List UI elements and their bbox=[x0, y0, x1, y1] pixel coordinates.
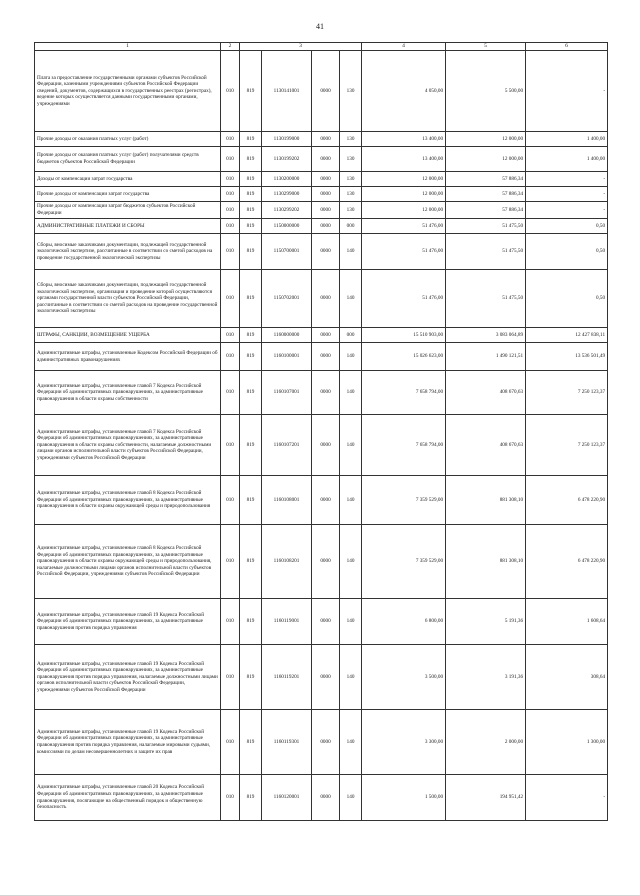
kosgu-code: 130 bbox=[340, 147, 362, 172]
value-planned: 7 658 794,00 bbox=[362, 371, 446, 415]
chapter-code: 819 bbox=[240, 270, 262, 328]
value-remaining: 0,50 bbox=[526, 270, 608, 328]
value-planned: 6 800,00 bbox=[362, 599, 446, 645]
chapter-code: 819 bbox=[240, 476, 262, 525]
column-header-2: 2 bbox=[221, 43, 240, 51]
value-planned: 12 000,00 bbox=[362, 202, 446, 219]
value-remaining: 6 478 220,90 bbox=[526, 476, 608, 525]
kosgu-code: 140 bbox=[340, 343, 362, 371]
chapter-code: 819 bbox=[240, 343, 262, 371]
value-remaining: 1 300,00 bbox=[526, 710, 608, 775]
kbk-code: 1160120001 bbox=[262, 775, 312, 821]
kosgu-code: 130 bbox=[340, 187, 362, 202]
subprogram-code: 0000 bbox=[312, 270, 340, 328]
value-remaining: 0,50 bbox=[526, 234, 608, 270]
row-name: Административные штрафы, установленные главой 8 Кодекса Российской Федерации об административных правонарушениях, за административные правонарушения в области охраны окружающей среды и природопользования, налагаемые должностными лицами органов исполнительной власти субъектов Российской Федерации, учреждениями субъектов Российской Федерации bbox=[35, 525, 221, 599]
value-executed: 3 083 064,89 bbox=[446, 328, 526, 343]
chapter-code: 819 bbox=[240, 132, 262, 147]
value-executed: 51 475,50 bbox=[446, 219, 526, 234]
table-row bbox=[35, 525, 608, 599]
admin-code: 010 bbox=[221, 371, 240, 415]
kosgu-code: 130 bbox=[340, 172, 362, 187]
chapter-code: 819 bbox=[240, 710, 262, 775]
row-name: Административные штрафы, установленные главой 7 Кодекса Российской Федерации об административных правонарушениях, за административные правонарушения в области охраны собственности, налагаемые должностными лицами органов исполнительной власти субъектов Российской Федерации, учреждениями субъектов Российской Федерации bbox=[35, 415, 221, 476]
value-planned: 4 050,00 bbox=[362, 51, 446, 132]
table-row bbox=[35, 202, 608, 219]
chapter-code: 819 bbox=[240, 147, 262, 172]
kbk-code: 1160108001 bbox=[262, 476, 312, 525]
kosgu-code: 140 bbox=[340, 415, 362, 476]
value-executed: 57 886,34 bbox=[446, 187, 526, 202]
value-planned: 1 500,00 bbox=[362, 775, 446, 821]
value-executed: 408 670,63 bbox=[446, 415, 526, 476]
page-number: 41 bbox=[316, 22, 324, 31]
table-row bbox=[35, 132, 608, 147]
admin-code: 010 bbox=[221, 270, 240, 328]
subprogram-code: 0000 bbox=[312, 599, 340, 645]
kbk-code: 1160107001 bbox=[262, 371, 312, 415]
table-body bbox=[35, 51, 608, 821]
value-remaining: 1 400,00 bbox=[526, 147, 608, 172]
row-name: АДМИНИСТРАТИВНЫЕ ПЛАТЕЖИ И СБОРЫ bbox=[35, 219, 221, 234]
value-executed: 3 191,36 bbox=[446, 645, 526, 710]
value-remaining: - bbox=[526, 51, 608, 132]
chapter-code: 819 bbox=[240, 51, 262, 132]
admin-code: 010 bbox=[221, 476, 240, 525]
row-name: Административные штрафы, установленные главой 19 Кодекса Российской Федерации об административных правонарушениях, за административные правонарушения против порядка управления bbox=[35, 599, 221, 645]
admin-code: 010 bbox=[221, 51, 240, 132]
admin-code: 010 bbox=[221, 147, 240, 172]
value-planned: 15 510 903,00 bbox=[362, 328, 446, 343]
column-header-6: 6 bbox=[526, 43, 608, 51]
table-row bbox=[35, 234, 608, 270]
subprogram-code: 0000 bbox=[312, 415, 340, 476]
subprogram-code: 0000 bbox=[312, 234, 340, 270]
row-name: Прочие доходы от оказания платных услуг (работ) получателями средств бюджетов субъектов Российской Федерации bbox=[35, 147, 221, 172]
table-row bbox=[35, 645, 608, 710]
kbk-code: 1130200000 bbox=[262, 172, 312, 187]
row-name: Доходы от компенсации затрат государства bbox=[35, 172, 221, 187]
value-remaining: 1 400,00 bbox=[526, 132, 608, 147]
row-name: Сборы, вносимые заказчиками документации, подлежащей государственной экологической экспертизе, организация и проведение которой осуществляются органами государственной власти субъектов Российской Федерации, рассчитанные в соответствии со сметой расходов на проведение государственной экологической экспертизы bbox=[35, 270, 221, 328]
kosgu-code: 140 bbox=[340, 645, 362, 710]
value-executed: 194 951,42 bbox=[446, 775, 526, 821]
table-row bbox=[35, 775, 608, 821]
value-executed: 881 308,10 bbox=[446, 525, 526, 599]
admin-code: 010 bbox=[221, 775, 240, 821]
value-planned: 51 476,00 bbox=[362, 219, 446, 234]
column-header-1: 1 bbox=[35, 43, 221, 51]
table-row bbox=[35, 172, 608, 187]
row-name: Административные штрафы, установленные главой 7 Кодекса Российской Федерации об административных правонарушениях, за административные правонарушения в области охраны собственности bbox=[35, 371, 221, 415]
kosgu-code: 140 bbox=[340, 234, 362, 270]
value-executed: 2 000,00 bbox=[446, 710, 526, 775]
value-executed: 881 308,10 bbox=[446, 476, 526, 525]
value-planned: 3 300,00 bbox=[362, 710, 446, 775]
kosgu-code: 140 bbox=[340, 476, 362, 525]
kosgu-code: 140 bbox=[340, 525, 362, 599]
value-remaining: 12 427 838,11 bbox=[526, 328, 608, 343]
value-planned: 3 500,00 bbox=[362, 645, 446, 710]
subprogram-code: 0000 bbox=[312, 51, 340, 132]
row-name: Сборы, вносимые заказчиками документации, подлежащей государственной экологической экспертизе, рассчитанные в соответствии со сметой расходов на проведение государственной экологической экспертизы bbox=[35, 234, 221, 270]
table-row bbox=[35, 270, 608, 328]
chapter-code: 819 bbox=[240, 775, 262, 821]
kbk-code: 1160100001 bbox=[262, 343, 312, 371]
subprogram-code: 0000 bbox=[312, 710, 340, 775]
subprogram-code: 0000 bbox=[312, 645, 340, 710]
value-planned: 51 476,00 bbox=[362, 270, 446, 328]
subprogram-code: 0000 bbox=[312, 172, 340, 187]
table-row bbox=[35, 371, 608, 415]
table-row bbox=[35, 710, 608, 775]
chapter-code: 819 bbox=[240, 645, 262, 710]
value-remaining: - bbox=[526, 202, 608, 219]
admin-code: 010 bbox=[221, 219, 240, 234]
admin-code: 010 bbox=[221, 599, 240, 645]
kbk-code: 1150702001 bbox=[262, 270, 312, 328]
kosgu-code: 140 bbox=[340, 371, 362, 415]
kbk-code: 1130199000 bbox=[262, 132, 312, 147]
value-remaining: 0,50 bbox=[526, 219, 608, 234]
kosgu-code: 000 bbox=[340, 328, 362, 343]
value-executed: 1 490 121,51 bbox=[446, 343, 526, 371]
value-planned: 13 400,00 bbox=[362, 132, 446, 147]
row-name: Прочие доходы от компенсации затрат государства bbox=[35, 187, 221, 202]
chapter-code: 819 bbox=[240, 371, 262, 415]
value-remaining: - bbox=[526, 187, 608, 202]
kbk-code: 1130199202 bbox=[262, 147, 312, 172]
chapter-code: 819 bbox=[240, 219, 262, 234]
admin-code: 010 bbox=[221, 415, 240, 476]
row-name: Плата за предоставление государственными органами субъектов Российской Федерации, казенными учреждениями субъектов Российской Федерации сведений, документов, содержащихся в государственных реестрах (регистрах), ведение которых осуществляется данными государственными органами, учреждениями bbox=[35, 51, 221, 132]
value-planned: 7 359 529,00 bbox=[362, 476, 446, 525]
value-remaining: 7 250 123,37 bbox=[526, 371, 608, 415]
row-name: Прочие доходы от оказания платных услуг (работ) bbox=[35, 132, 221, 147]
chapter-code: 819 bbox=[240, 202, 262, 219]
admin-code: 010 bbox=[221, 132, 240, 147]
table-row bbox=[35, 219, 608, 234]
admin-code: 010 bbox=[221, 645, 240, 710]
subprogram-code: 0000 bbox=[312, 343, 340, 371]
kbk-code: 1160119301 bbox=[262, 710, 312, 775]
row-name: Прочие доходы от компенсации затрат бюджетов субъектов Российской Федерации bbox=[35, 202, 221, 219]
kosgu-code: 140 bbox=[340, 599, 362, 645]
column-header-4: 4 bbox=[362, 43, 446, 51]
value-executed: 408 670,63 bbox=[446, 371, 526, 415]
table-row bbox=[35, 599, 608, 645]
row-name: Административные штрафы, установленные главой 20 Кодекса Российской Федерации об административных правонарушениях, за административные правонарушения, посягающие на общественный порядок и общественную безопасность bbox=[35, 775, 221, 821]
value-executed: 12 000,00 bbox=[446, 147, 526, 172]
value-planned: 12 000,00 bbox=[362, 172, 446, 187]
column-number-row bbox=[35, 43, 608, 51]
value-planned: 51 476,00 bbox=[362, 234, 446, 270]
table-row bbox=[35, 187, 608, 202]
admin-code: 010 bbox=[221, 202, 240, 219]
subprogram-code: 0000 bbox=[312, 219, 340, 234]
value-executed: 12 000,00 bbox=[446, 132, 526, 147]
kbk-code: 1160119201 bbox=[262, 645, 312, 710]
subprogram-code: 0000 bbox=[312, 202, 340, 219]
chapter-code: 819 bbox=[240, 234, 262, 270]
table-row bbox=[35, 51, 608, 132]
kbk-code: 1130299000 bbox=[262, 187, 312, 202]
value-remaining: 308,64 bbox=[526, 645, 608, 710]
kbk-code: 1160107201 bbox=[262, 415, 312, 476]
kbk-code: 1130299202 bbox=[262, 202, 312, 219]
table-row bbox=[35, 415, 608, 476]
value-remaining: 6 478 220,90 bbox=[526, 525, 608, 599]
chapter-code: 819 bbox=[240, 415, 262, 476]
kosgu-code: 140 bbox=[340, 270, 362, 328]
kbk-code: 1160000000 bbox=[262, 328, 312, 343]
kosgu-code: 130 bbox=[340, 202, 362, 219]
value-planned: 7 359 529,00 bbox=[362, 525, 446, 599]
revenue-table bbox=[34, 42, 608, 821]
subprogram-code: 0000 bbox=[312, 476, 340, 525]
table-row bbox=[35, 147, 608, 172]
kbk-code: 1160119001 bbox=[262, 599, 312, 645]
kosgu-code: 130 bbox=[340, 132, 362, 147]
row-name: Административные штрафы, установленные главой 19 Кодекса Российской Федерации об административных правонарушениях, за административные правонарушения против порядка управления, налагаемые должностными лицами органов исполнительной власти субъектов Российской Федерации, учреждениями субъектов Российской Федерации bbox=[35, 645, 221, 710]
column-header-3: 3 bbox=[240, 43, 362, 51]
table-row bbox=[35, 476, 608, 525]
admin-code: 010 bbox=[221, 328, 240, 343]
admin-code: 010 bbox=[221, 525, 240, 599]
kosgu-code: 140 bbox=[340, 710, 362, 775]
admin-code: 010 bbox=[221, 172, 240, 187]
value-remaining: - bbox=[526, 172, 608, 187]
table-row bbox=[35, 328, 608, 343]
value-executed: 57 886,34 bbox=[446, 202, 526, 219]
table-row bbox=[35, 343, 608, 371]
kosgu-code: 130 bbox=[340, 51, 362, 132]
row-name: Административные штрафы, установленные главой 19 Кодекса Российской Федерации об административных правонарушениях, за административные правонарушения против порядка управления, налагаемые мировыми судьями, комиссиями по делам несовершеннолетних и защите их прав bbox=[35, 710, 221, 775]
admin-code: 010 bbox=[221, 187, 240, 202]
revenue-table-sheet bbox=[34, 42, 607, 821]
value-remaining: 7 250 123,37 bbox=[526, 415, 608, 476]
kbk-code: 1150000000 bbox=[262, 219, 312, 234]
subprogram-code: 0000 bbox=[312, 775, 340, 821]
value-planned: 13 400,00 bbox=[362, 147, 446, 172]
row-name: ШТРАФЫ, САНКЦИИ, ВОЗМЕЩЕНИЕ УЩЕРБА bbox=[35, 328, 221, 343]
subprogram-code: 0000 bbox=[312, 132, 340, 147]
chapter-code: 819 bbox=[240, 599, 262, 645]
value-planned: 12 000,00 bbox=[362, 187, 446, 202]
kbk-code: 1160108201 bbox=[262, 525, 312, 599]
value-executed: 57 886,34 bbox=[446, 172, 526, 187]
subprogram-code: 0000 bbox=[312, 371, 340, 415]
value-remaining: 1 608,64 bbox=[526, 599, 608, 645]
chapter-code: 819 bbox=[240, 172, 262, 187]
kosgu-code: 140 bbox=[340, 775, 362, 821]
chapter-code: 819 bbox=[240, 187, 262, 202]
value-remaining: - bbox=[526, 775, 608, 821]
column-header-5: 5 bbox=[446, 43, 526, 51]
value-executed: 5 500,00 bbox=[446, 51, 526, 132]
row-name: Административные штрафы, установленные главой 8 Кодекса Российской Федерации об административных правонарушениях, за административные правонарушения в области охраны окружающей среды и природопользования bbox=[35, 476, 221, 525]
subprogram-code: 0000 bbox=[312, 147, 340, 172]
subprogram-code: 0000 bbox=[312, 328, 340, 343]
subprogram-code: 0000 bbox=[312, 525, 340, 599]
value-remaining: 13 536 501,49 bbox=[526, 343, 608, 371]
value-executed: 5 191,36 bbox=[446, 599, 526, 645]
chapter-code: 819 bbox=[240, 525, 262, 599]
kosgu-code: 000 bbox=[340, 219, 362, 234]
admin-code: 010 bbox=[221, 234, 240, 270]
admin-code: 010 bbox=[221, 343, 240, 371]
kbk-code: 1130141001 bbox=[262, 51, 312, 132]
value-planned: 7 658 794,00 bbox=[362, 415, 446, 476]
subprogram-code: 0000 bbox=[312, 187, 340, 202]
chapter-code: 819 bbox=[240, 328, 262, 343]
admin-code: 010 bbox=[221, 710, 240, 775]
value-executed: 51 475,50 bbox=[446, 270, 526, 328]
row-name: Административные штрафы, установленные Кодексом Российской Федерации об административных правонарушениях bbox=[35, 343, 221, 371]
value-planned: 15 026 623,00 bbox=[362, 343, 446, 371]
value-executed: 51 475,50 bbox=[446, 234, 526, 270]
kbk-code: 1150700001 bbox=[262, 234, 312, 270]
